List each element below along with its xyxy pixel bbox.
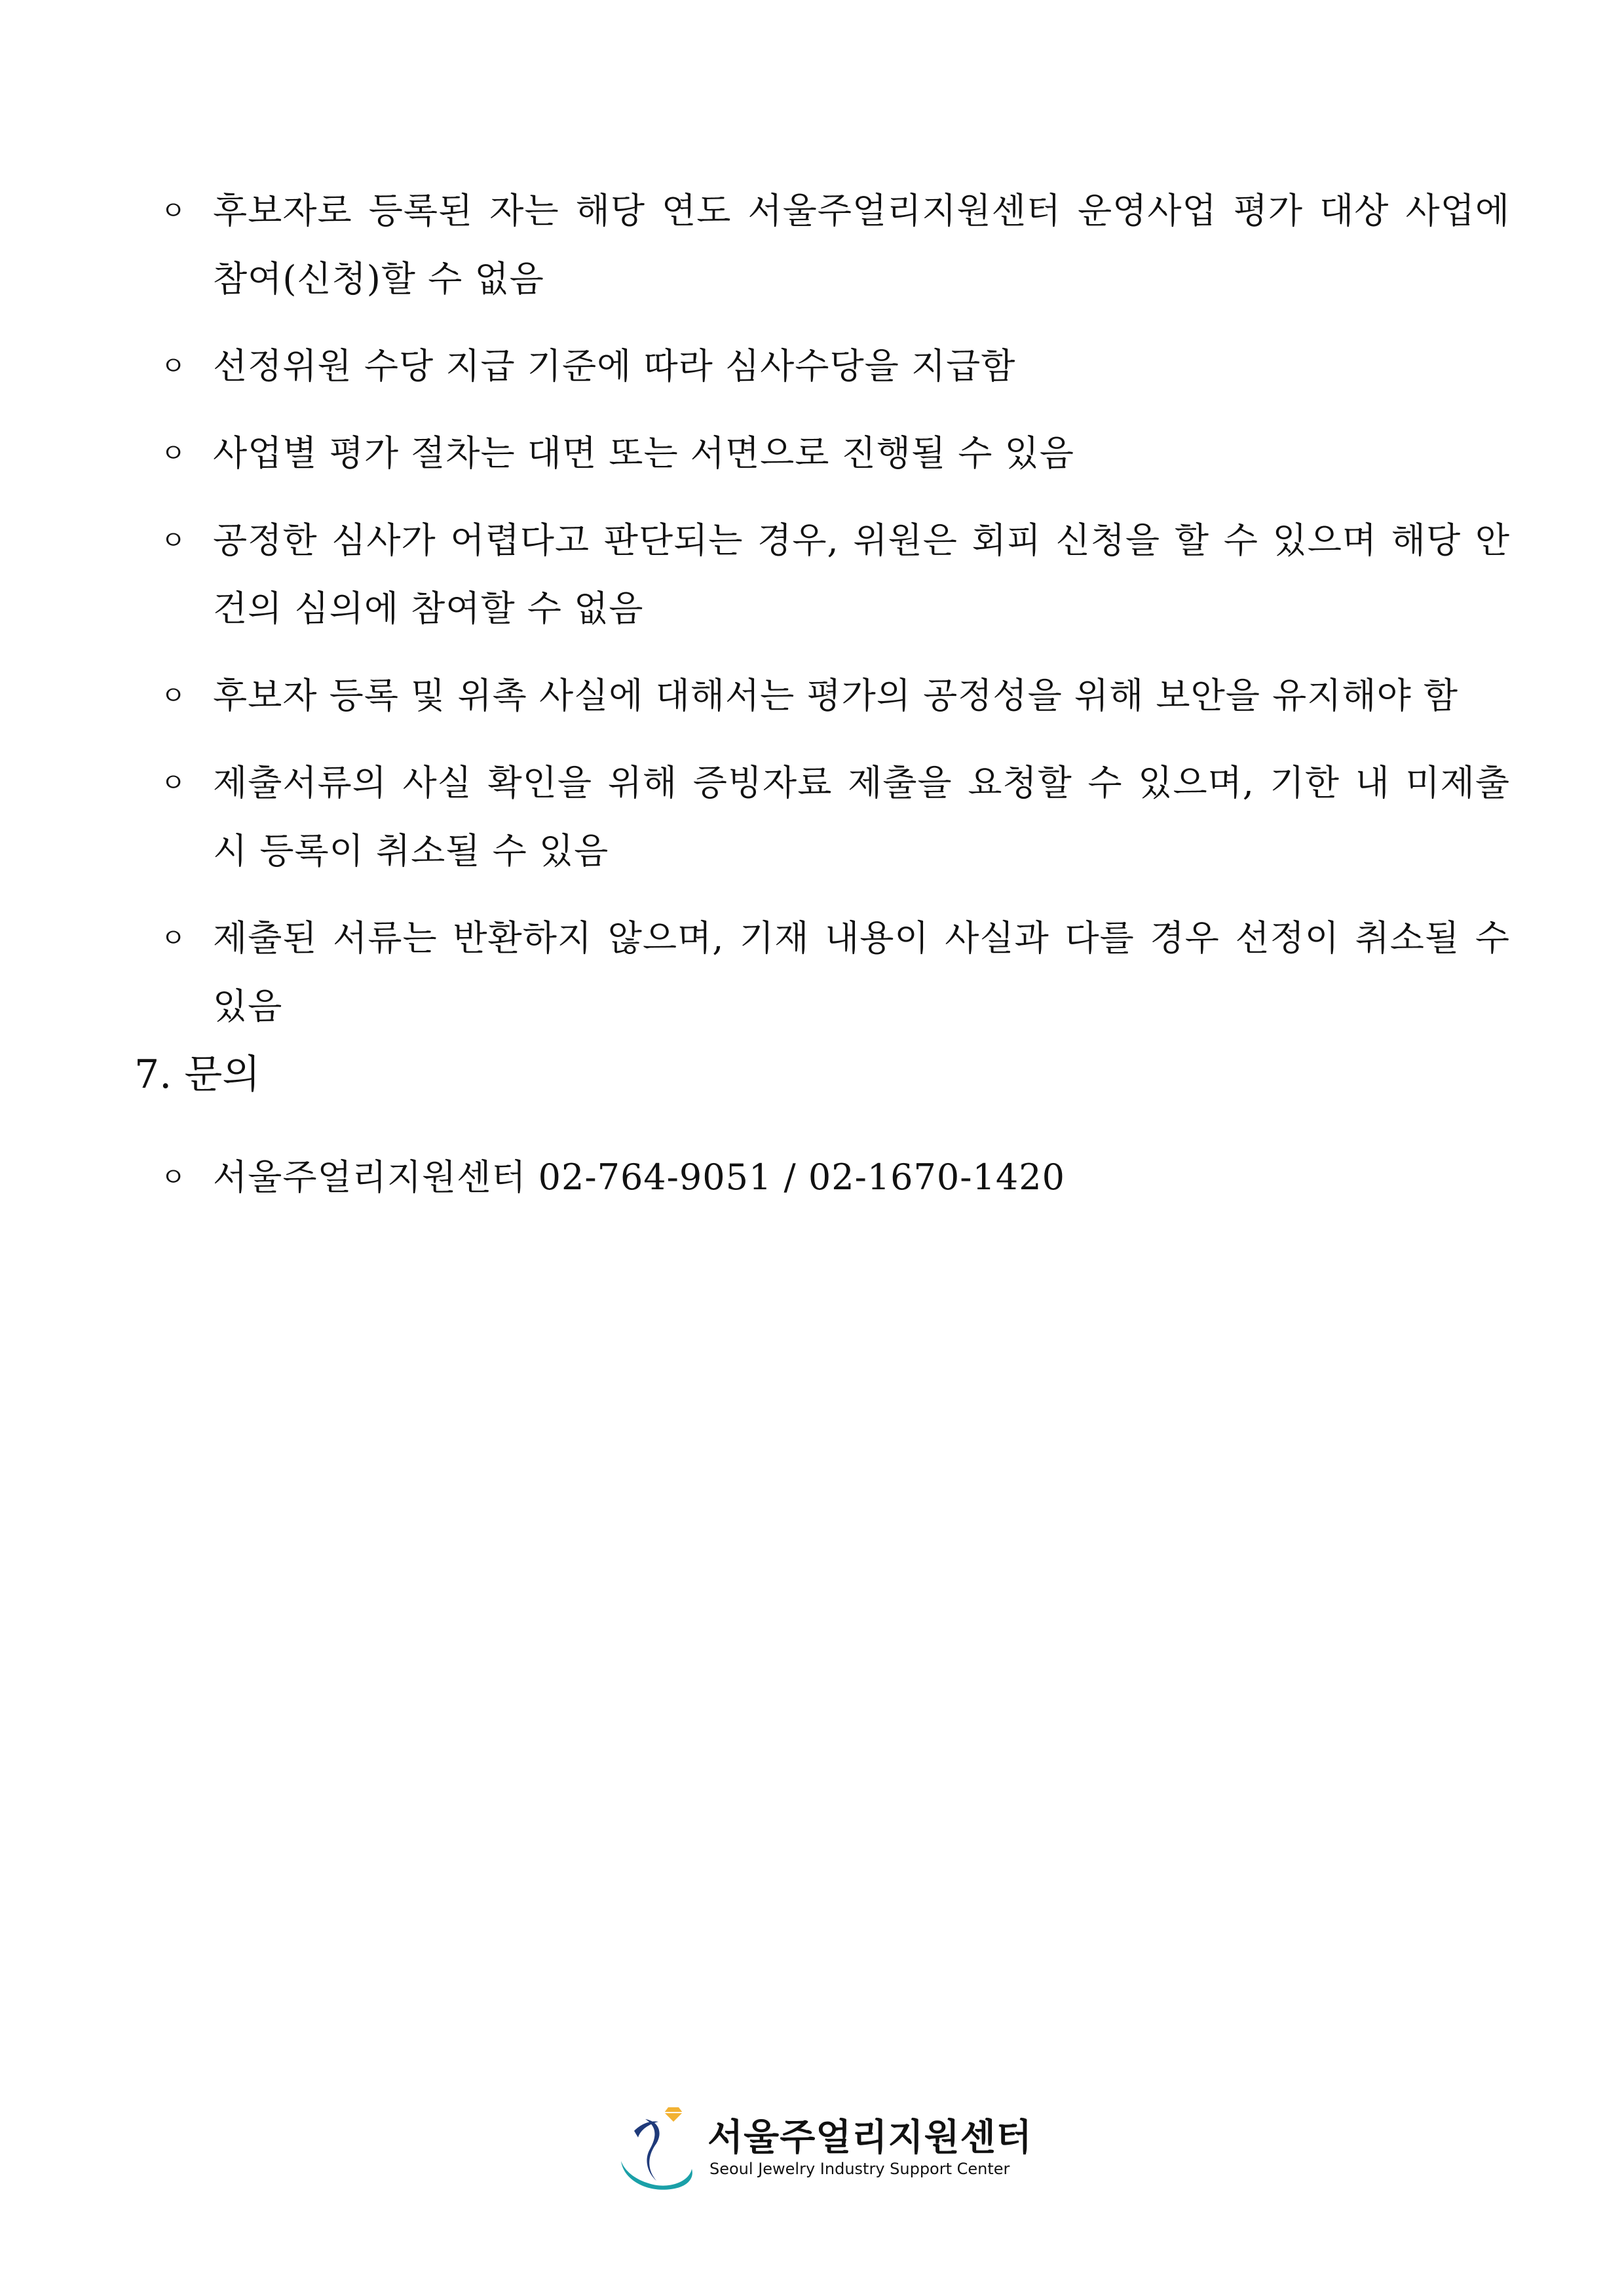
- bullet-mark: ㅇ: [161, 438, 186, 469]
- bullet-mark: ㅇ: [161, 196, 186, 226]
- list-item: [161, 177, 1510, 313]
- notice-list: [161, 177, 1510, 1060]
- contact-text: 서울주얼리지원센터 02-764-9051 / 02-1670-1420: [213, 1157, 1065, 1198]
- list-item: [161, 1143, 1510, 1212]
- list-item-text: 후보자로 등록된 자는 해당 연도 서울주얼리지원센터 운영사업 평가 대상 사업에 참여(신청)할 수 없음: [213, 190, 1510, 299]
- list-item: [161, 332, 1510, 400]
- bullet-mark: ㅇ: [161, 681, 186, 711]
- list-item: [161, 507, 1510, 643]
- list-item-text: 공정한 심사가 어렵다고 판단되는 경우, 위원은 회피 신청을 할 수 있으며 해당 안건의 심의에 참여할 수 없음: [213, 520, 1510, 629]
- list-item: [161, 419, 1510, 488]
- list-item-text: 제출된 서류는 반환하지 않으며, 기재 내용이 사실과 다를 경우 선정이 취소될 수 있음: [213, 917, 1510, 1027]
- list-item: [161, 749, 1510, 885]
- bullet-mark: ㅇ: [161, 1162, 186, 1193]
- contact-list: [161, 1143, 1510, 1231]
- list-item: [161, 662, 1510, 730]
- list-item-text: 후보자 등록 및 위촉 사실에 대해서는 평가의 공정성을 위해 보안을 유지해야 함: [213, 675, 1459, 716]
- bullet-mark: ㅇ: [161, 351, 186, 381]
- bullet-mark: ㅇ: [161, 768, 186, 798]
- list-item-text: 제출서류의 사실 확인을 위해 증빙자료 제출을 요청할 수 있으며, 기한 내 미제출 시 등록이 취소될 수 있음: [213, 762, 1510, 871]
- list-item: [161, 904, 1510, 1041]
- logo-title-kr: 서울주얼리지원센터: [708, 2116, 1032, 2159]
- footer-logo: [609, 2097, 1032, 2195]
- list-item-text: 사업별 평가 절차는 대면 또는 서면으로 진행될 수 있음: [213, 432, 1074, 474]
- list-item-text: 선정위원 수당 지급 기준에 따라 심사수당을 지급함: [213, 345, 1016, 387]
- bullet-mark: ㅇ: [161, 923, 186, 953]
- section-title-inquiry: 7. 문의: [134, 1052, 261, 1098]
- logo-s-icon: [609, 2097, 701, 2195]
- bullet-mark: ㅇ: [161, 526, 186, 556]
- logo-title-en: Seoul Jewelry Industry Support Center: [709, 2160, 1010, 2178]
